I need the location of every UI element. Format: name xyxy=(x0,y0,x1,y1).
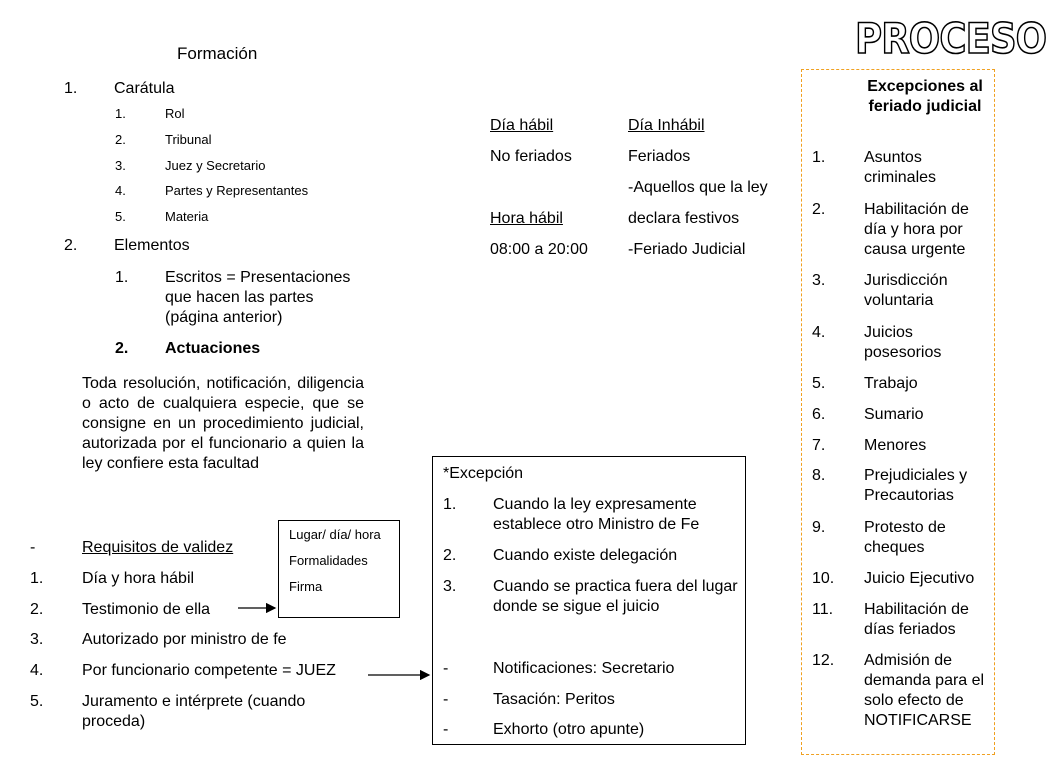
list-number: 4. xyxy=(115,183,126,198)
list-number: 12. xyxy=(812,652,835,669)
excepcion-dash-item: Notificaciones: Secretario xyxy=(493,660,675,677)
list-number: 1. xyxy=(30,570,44,587)
list-dash: - xyxy=(443,691,449,708)
feriado-item: Habilitación de día y hora por causa urgente xyxy=(864,201,969,258)
feriado-item: Menores xyxy=(864,437,927,454)
list-dash: - xyxy=(443,660,449,677)
excepcion-title: *Excepción xyxy=(443,465,524,482)
actuaciones-definition: Toda resolución, notificación, diligencia o acto de cualquiera especie, que se consigne en un procedimiento judicial, autorizada por el funcionario a quien la ley confiere esta facultad xyxy=(82,375,364,472)
list-number: 2. xyxy=(115,340,129,357)
box-line: Firma xyxy=(289,579,323,594)
list-number: 2. xyxy=(115,132,126,147)
caratula-item: Partes y Representantes xyxy=(165,183,309,198)
feriado-item: Prejudiciales y Precautorias xyxy=(864,467,968,504)
list-number: 7. xyxy=(812,437,826,454)
feriado-item: Sumario xyxy=(864,406,924,423)
feriado-item: Protesto de cheques xyxy=(864,519,946,556)
list-dash: - xyxy=(443,721,449,738)
list-number: 9. xyxy=(812,519,826,536)
excepcion-item: Cuando se practica fuera del lugar donde se sigue el juicio xyxy=(493,578,738,615)
list-number: 5. xyxy=(115,209,126,224)
excepcion-box xyxy=(432,456,746,745)
feriado-item: Asuntos criminales xyxy=(864,149,937,186)
list-number: 11. xyxy=(812,601,834,618)
list-number: 3. xyxy=(443,578,457,595)
list-number: 2. xyxy=(30,601,44,618)
dia-inhabil-heading: Día Inhábil xyxy=(628,117,705,134)
feriado-item: Trabajo xyxy=(864,375,918,392)
list-number: 1. xyxy=(115,106,126,121)
requisito-item: Día y hora hábil xyxy=(82,570,195,587)
list-number: 3. xyxy=(30,631,44,648)
list-number: 2. xyxy=(64,237,78,254)
caratula-item: Tribunal xyxy=(165,132,212,147)
feriado-item: Admisión de demanda para el solo efecto de NOTIFICARSE xyxy=(864,652,985,729)
hora-habil-value: 08:00 a 20:00 xyxy=(490,241,588,258)
feriado-item: Juicios posesorios xyxy=(864,324,942,361)
inhabil-line: declara festivos xyxy=(628,210,740,227)
list-number: 1. xyxy=(812,149,826,166)
list-number: 5. xyxy=(30,693,44,710)
list-number: 3. xyxy=(115,158,126,173)
excepcion-dash-item: Exhorto (otro apunte) xyxy=(493,721,645,738)
requisito-item: Testimonio de ella xyxy=(82,601,211,618)
dia-habil-heading: Día hábil xyxy=(490,117,554,134)
list-number: 1. xyxy=(443,496,457,513)
formacion-title: Formación xyxy=(177,44,258,63)
caratula-item: Materia xyxy=(165,209,209,224)
excepciones-feriado-box xyxy=(801,69,995,755)
elementos-label: Elementos xyxy=(114,237,190,254)
hora-habil-heading: Hora hábil xyxy=(490,210,563,227)
list-dash: - xyxy=(30,539,36,556)
list-number: 2. xyxy=(443,547,457,564)
list-number: 10. xyxy=(812,570,835,587)
box-line: Lugar/ día/ hora xyxy=(289,527,381,542)
feriado-item: Habilitación de días feriados xyxy=(864,601,969,638)
proceso-title: PROCESO xyxy=(855,14,1046,63)
list-number: 2. xyxy=(812,201,826,218)
inhabil-line: -Feriado Judicial xyxy=(628,241,746,258)
requisito-item: Por funcionario competente = JUEZ xyxy=(82,662,336,679)
excepcion-item: Cuando existe delegación xyxy=(493,547,678,564)
actuaciones-item: Actuaciones xyxy=(165,340,261,357)
list-number: 1. xyxy=(64,80,78,97)
excepcion-item: Cuando la ley expresamente establece otro Ministro de Fe xyxy=(493,496,700,533)
list-number: 4. xyxy=(30,662,44,679)
list-number: 1. xyxy=(115,269,129,286)
list-number: 4. xyxy=(812,324,826,341)
inhabil-line: Feriados xyxy=(628,148,691,165)
box-line: Formalidades xyxy=(289,553,368,568)
caratula-label: Carátula xyxy=(114,80,175,97)
list-number: 3. xyxy=(812,272,826,289)
requisito-item: Juramento e intérprete (cuando proceda) xyxy=(82,693,306,730)
feriado-item: Jurisdicción voluntaria xyxy=(864,272,948,309)
caratula-item: Rol xyxy=(165,106,185,121)
requisito-item: Autorizado por ministro de fe xyxy=(82,631,287,648)
escritos-item: Escritos = Presentaciones que hacen las partes (página anterior) xyxy=(165,269,351,326)
feriado-item: Juicio Ejecutivo xyxy=(864,570,975,587)
dia-habil-value: No feriados xyxy=(490,148,572,165)
list-number: 8. xyxy=(812,467,826,484)
inhabil-line: -Aquellos que la ley xyxy=(628,179,768,196)
requisitos-title: Requisitos de validez xyxy=(82,539,234,556)
caratula-item: Juez y Secretario xyxy=(165,158,266,173)
excepciones-box-title: Excepciones al feriado judicial xyxy=(867,78,983,115)
excepcion-dash-item: Tasación: Peritos xyxy=(493,691,615,708)
list-number: 6. xyxy=(812,406,826,423)
list-number: 5. xyxy=(812,375,826,392)
